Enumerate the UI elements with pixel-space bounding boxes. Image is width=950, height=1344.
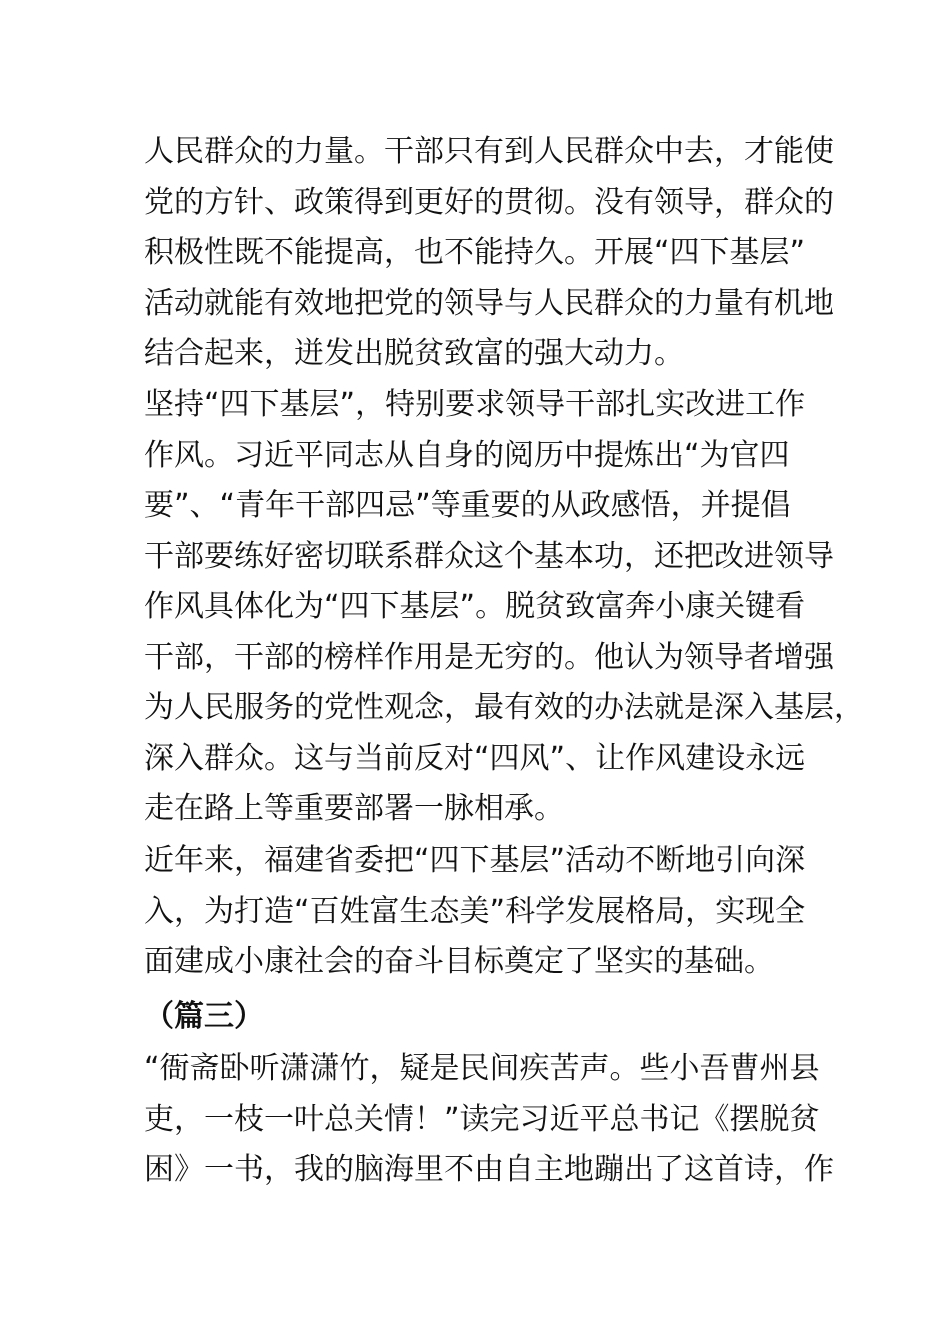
paragraph-line: 入，为打造“百姓富生态美”科学发展格局，实现全 bbox=[144, 893, 806, 929]
section-heading bbox=[144, 992, 824, 1043]
paragraph-line: 吏，一枝一叶总关情！”读完习近平总书记《摆脱贫 bbox=[144, 1101, 820, 1137]
paragraph-line: 困》一书，我的脑海里不由自主地蹦出了这首诗，作 bbox=[144, 1152, 834, 1187]
paragraph-line: “衙斋卧听潇潇竹，疑是民间疾苦声。些小吾曹州县 bbox=[144, 1051, 820, 1086]
paragraph-3 bbox=[144, 836, 824, 988]
section-heading-text: （篇三） bbox=[144, 999, 264, 1034]
paragraph-line: 作风具体化为“四下基层”。脱贫致富奔小康关键看 bbox=[144, 589, 806, 624]
paragraph-line: 党的方针、政策得到更好的贯彻。没有领导，群众的 bbox=[144, 184, 834, 220]
paragraph-1 bbox=[144, 127, 834, 380]
paragraph-2 bbox=[144, 380, 864, 835]
paragraph-line: 干部要练好密切联系群众这个基本功，还把改进领导 bbox=[144, 538, 834, 574]
paragraph-line: 积极性既不能提高，也不能持久。开展“四下基层” bbox=[144, 235, 806, 270]
paragraph-line: 深入群众。这与当前反对“四风”、让作风建设永远 bbox=[144, 740, 806, 776]
paragraph-4 bbox=[144, 1044, 834, 1196]
paragraph-line: 结合起来，迸发出脱贫致富的强大动力。 bbox=[144, 336, 684, 371]
paragraph-line: 坚持“四下基层”，特别要求领导干部扎实改进工作 bbox=[144, 387, 806, 422]
paragraph-line: 干部，干部的榜样作用是无穷的。他认为领导者增强 bbox=[144, 639, 834, 675]
paragraph-line: 人民群众的力量。干部只有到人民群众中去，才能使 bbox=[144, 134, 834, 169]
paragraph-line: 要”、“青年干部四忌”等重要的从政感悟，并提倡 bbox=[144, 488, 791, 523]
paragraph-line: 作风。习近平同志从自身的阅历中提炼出“为官四 bbox=[144, 437, 790, 473]
paragraph-line: 面建成小康社会的奋斗目标奠定了坚实的基础。 bbox=[144, 944, 774, 979]
paragraph-line: 为人民服务的党性观念，最有效的办法就是深入基层， bbox=[144, 690, 864, 725]
paragraph-line: 近年来，福建省委把“四下基层”活动不断地引向深 bbox=[144, 843, 806, 878]
paragraph-line: 活动就能有效地把党的领导与人民群众的力量有机地 bbox=[144, 285, 834, 321]
paragraph-line: 走在路上等重要部署一脉相承。 bbox=[144, 791, 564, 826]
